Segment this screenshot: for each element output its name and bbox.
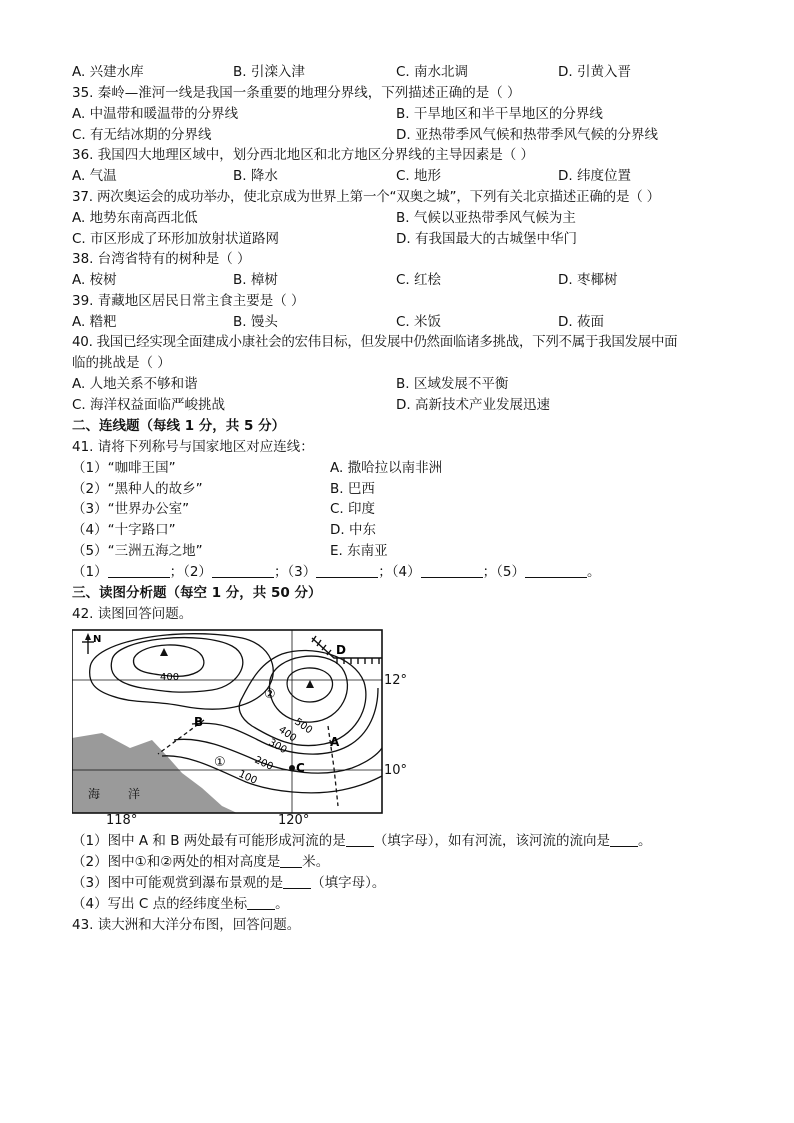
q41-answer-label-5: ；（5） bbox=[482, 564, 525, 580]
q40-stem-line1: 40. 我国已经实现全面建成小康社会的宏伟目标，但发展中仍然面临诸多挑战，下列不属于我国发展中面 bbox=[72, 334, 678, 350]
q37-option-a: A. 地势东南高西北低 bbox=[72, 210, 198, 226]
q40-option-c: C. 海洋权益面临严峻挑战 bbox=[72, 397, 226, 413]
q39-stem: 39. 青藏地区居民日常主食主要是（ ） bbox=[72, 293, 305, 309]
q41-answer-label-4: ；（4） bbox=[378, 564, 421, 580]
q34-option-b: B. 引滦入津 bbox=[233, 64, 305, 80]
lon-label-118: 118° bbox=[106, 813, 138, 828]
q40-option-b: B. 区域发展不平衡 bbox=[396, 376, 509, 392]
q42-sub-4-pre: （4）写出 C 点的经纬度坐标 bbox=[72, 896, 248, 912]
label-c: C bbox=[296, 761, 305, 775]
label-b: B bbox=[194, 715, 204, 729]
q41-answer-blank-4[interactable] bbox=[421, 564, 483, 578]
q37-option-b: B. 气候以亚热带季风气候为主 bbox=[396, 210, 576, 226]
q42-sub-1-pre: （1）图中 A 和 B 两处最有可能形成河流的是 bbox=[72, 833, 346, 849]
q41-left-4: （4）“十字路口” bbox=[72, 522, 176, 538]
point-c-marker bbox=[289, 765, 295, 771]
label-p2: ② bbox=[264, 687, 276, 702]
q42-sub-2-post: 米。 bbox=[302, 854, 330, 870]
contour-label-500: 500 bbox=[292, 716, 315, 737]
q37-stem: 37. 两次奥运会的成功举办，使北京成为世界上第一个“双奥之城”，下列有关北京描述正确的是（ ） bbox=[72, 189, 660, 205]
q41-answer-end: 。 bbox=[586, 564, 601, 580]
q38-option-b: B. 樟树 bbox=[233, 272, 278, 288]
q35-option-c: C. 有无结冰期的分界线 bbox=[72, 127, 212, 143]
q37-option-d: D. 有我国最大的古城堡中华门 bbox=[396, 231, 577, 247]
q42-sub-2 bbox=[72, 853, 329, 871]
q41-right-a: A. 撒哈拉以南非洲 bbox=[330, 460, 443, 476]
contour-label-100: 100 bbox=[236, 768, 259, 787]
q42-sub-4 bbox=[72, 895, 289, 913]
q41-right-e: E. 东南亚 bbox=[330, 543, 388, 559]
sea-label-2: 洋 bbox=[128, 787, 141, 801]
q41-left-3: （3）“世界办公室” bbox=[72, 501, 190, 517]
sea-label-1: 海 bbox=[88, 787, 101, 801]
q41-answer-line bbox=[72, 563, 600, 581]
q41-answer-label-2: ；（2） bbox=[169, 564, 212, 580]
contour-label-400-left: 400 bbox=[160, 672, 180, 683]
q38-option-d: D. 枣椰树 bbox=[558, 272, 618, 288]
sea-area bbox=[72, 733, 247, 813]
q42-sub-1-blank-1[interactable] bbox=[346, 833, 374, 847]
q41-left-2: （2）“黑种人的故乡” bbox=[72, 481, 203, 497]
q34-option-d: D. 引黄入晋 bbox=[558, 64, 631, 80]
q41-right-b: B. 巴西 bbox=[330, 481, 375, 497]
q42-sub-3 bbox=[72, 874, 385, 892]
q35-option-b: B. 干旱地区和半干旱地区的分界线 bbox=[396, 106, 603, 122]
q36-option-b: B. 降水 bbox=[233, 168, 278, 184]
q42-sub-2-pre: （2）图中①和②两处的相对高度是 bbox=[72, 854, 281, 870]
q36-option-a: A. 气温 bbox=[72, 168, 117, 184]
q41-answer-blank-5[interactable] bbox=[525, 564, 587, 578]
q41-answer-blank-1[interactable] bbox=[108, 564, 170, 578]
q42-sub-3-pre: （3）图中可能观赏到瀑布景观的是 bbox=[72, 875, 284, 891]
north-label: N bbox=[93, 634, 102, 645]
q38-option-a: A. 桉树 bbox=[72, 272, 117, 288]
q42-sub-1-mid: （填字母），如有河流，该河流的流向是 bbox=[373, 833, 611, 849]
contour-label-200: 200 bbox=[252, 754, 275, 773]
lat-label-10: 10° bbox=[384, 763, 408, 778]
q41-left-5: （5）“三洲五海之地” bbox=[72, 543, 203, 559]
q41-stem: 41. 请将下列称号与国家地区对应连线： bbox=[72, 439, 314, 455]
q39-option-b: B. 馒头 bbox=[233, 314, 278, 330]
q42-sub-4-post: 。 bbox=[275, 896, 289, 912]
q39-option-c: C. 米饭 bbox=[396, 314, 442, 330]
q38-option-c: C. 红桧 bbox=[396, 272, 442, 288]
q42-stem: 42. 读图回答问题。 bbox=[72, 606, 193, 622]
contour-label-400-right: 400 bbox=[276, 724, 299, 745]
q43-stem: 43. 读大洲和大洋分布图，回答问题。 bbox=[72, 917, 301, 933]
q42-sub-1-blank-2[interactable] bbox=[610, 833, 638, 847]
q40-stem-line2: 临的挑战是（ ） bbox=[72, 355, 171, 371]
q40-option-d: D. 高新技术产业发展迅速 bbox=[396, 397, 550, 413]
q42-sub-4-blank[interactable] bbox=[247, 896, 275, 910]
q36-option-d: D. 纬度位置 bbox=[558, 168, 631, 184]
q35-option-d: D. 亚热带季风气候和热带季风气候的分界线 bbox=[396, 127, 658, 143]
left-hill-contours bbox=[90, 634, 274, 710]
q35-stem: 35. 秦岭—淮河一线是我国一条重要的地理分界线，下列描述正确的是（ ） bbox=[72, 85, 521, 101]
q42-sub-1-post: 。 bbox=[638, 833, 652, 849]
q42-sub-3-post: （填字母）。 bbox=[311, 875, 386, 891]
lon-label-120: 120° bbox=[278, 813, 310, 828]
q42-sub-2-blank[interactable] bbox=[280, 854, 302, 868]
section2-title: 二、连线题（每线 1 分，共 5 分） bbox=[72, 418, 286, 434]
right-peak-marker bbox=[306, 680, 314, 688]
q41-left-1: （1）“咖啡王国” bbox=[72, 460, 176, 476]
left-peak-marker bbox=[160, 648, 168, 656]
section3-title: 三、读图分析题（每空 1 分，共 50 分） bbox=[72, 585, 322, 601]
q34-option-a: A. 兴建水库 bbox=[72, 64, 144, 80]
q39-option-d: D. 莜面 bbox=[558, 314, 604, 330]
q41-answer-blank-2[interactable] bbox=[212, 564, 274, 578]
cliff-d bbox=[312, 636, 382, 664]
label-p1: ① bbox=[214, 755, 226, 770]
q41-answer-label-3: ；（3） bbox=[273, 564, 317, 580]
label-a: A bbox=[330, 735, 340, 749]
q37-option-c: C. 市区形成了环形加放射状道路网 bbox=[72, 231, 280, 247]
q35-option-a: A. 中温带和暖温带的分界线 bbox=[72, 106, 239, 122]
lat-label-12: 12° bbox=[384, 673, 408, 688]
contour-map bbox=[72, 628, 392, 825]
q36-stem: 36. 我国四大地理区域中，划分西北地区和北方地区分界线的主导因素是（ ） bbox=[72, 147, 535, 163]
q39-option-a: A. 糌粑 bbox=[72, 314, 117, 330]
q41-right-d: D. 中东 bbox=[330, 522, 376, 538]
q42-sub-1 bbox=[72, 832, 652, 850]
q38-stem: 38. 台湾省特有的树种是（ ） bbox=[72, 251, 251, 267]
q41-answer-label-1: （1） bbox=[72, 564, 108, 580]
q36-option-c: C. 地形 bbox=[396, 168, 442, 184]
q40-option-a: A. 人地关系不够和谐 bbox=[72, 376, 198, 392]
q42-sub-3-blank[interactable] bbox=[283, 875, 311, 889]
label-d: D bbox=[336, 643, 346, 657]
contour-label-300: 300 bbox=[266, 737, 289, 757]
q41-answer-blank-3[interactable] bbox=[316, 564, 378, 578]
q41-right-c: C. 印度 bbox=[330, 501, 376, 517]
q34-option-c: C. 南水北调 bbox=[396, 64, 469, 80]
